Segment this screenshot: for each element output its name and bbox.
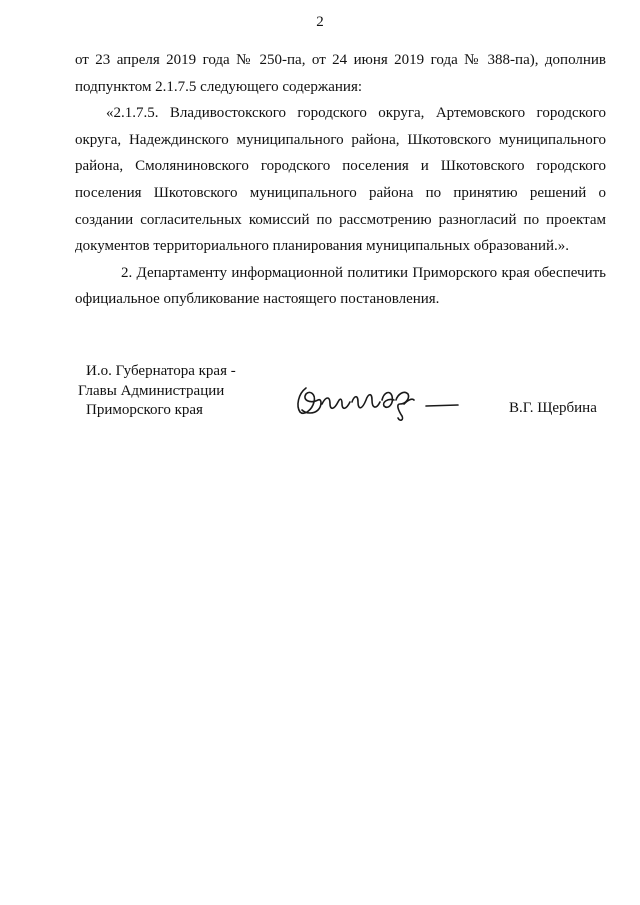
signatory-name: В.Г. Щербина [509, 400, 597, 416]
paragraph-subclause: «2.1.7.5. Владивостокского городского округа, Артемовского городского округа, Надеждинского муниципального района, Шкотовского муниципального района, Смоляниновского городского поселения и Шкотовского городского поселения Шкотовского муниципального района по принятию решений о создании согласительных комиссий по рассмотрению разногласий по проектам документов территориального планирования муниципальных образований.». [75, 105, 606, 255]
signatory-title-line: Приморского края [86, 402, 203, 418]
paragraph-continuation: от 23 апреля 2019 года № 250-па, от 24 июня 2019 года № 388-па), дополнив подпунктом 2.1.7.5 следующего содержания: [75, 52, 606, 95]
signatory-title-line: И.о. Губернатора края - [86, 363, 236, 379]
signatory-title [78, 362, 236, 421]
paragraph-item-2: 2. Департаменту информационной политики Приморского края обеспечить официальное опубликование настоящего постановления. [75, 264, 606, 308]
document-body [75, 47, 606, 313]
signatory-title-line: Главы Администрации [78, 382, 225, 399]
page-number: 2 [316, 14, 324, 30]
handwritten-signature [292, 380, 462, 424]
